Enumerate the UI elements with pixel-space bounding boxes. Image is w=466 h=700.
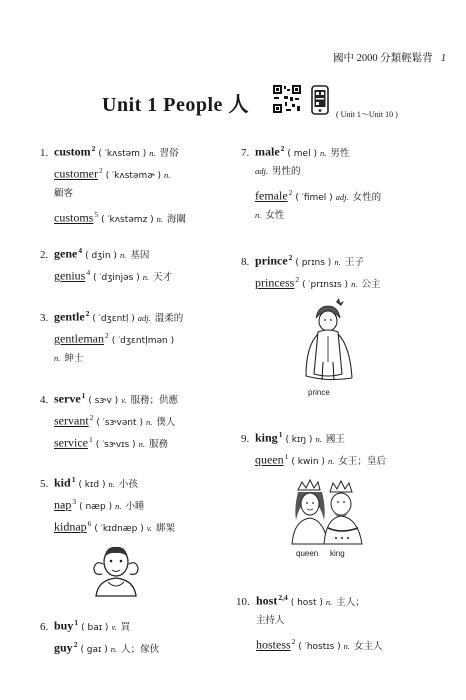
level-badge: 2 bbox=[91, 144, 96, 153]
entry-line bbox=[40, 240, 250, 262]
translation: 女性的 bbox=[352, 191, 382, 203]
derived-word: customer bbox=[54, 166, 98, 181]
phonetic: ( ′hostɪs ) bbox=[298, 641, 341, 652]
translation: 女性 bbox=[265, 210, 285, 221]
phonetic: ( kwin ) bbox=[291, 456, 325, 467]
derived-word: princess bbox=[255, 275, 295, 290]
headword: custom bbox=[54, 144, 91, 159]
headword: gene bbox=[54, 246, 78, 261]
level-badge: 5 bbox=[94, 210, 99, 219]
part-of-speech: n. bbox=[145, 416, 153, 427]
translation: 習俗 bbox=[159, 147, 179, 159]
phonetic: ( prɪns ) bbox=[295, 257, 332, 268]
part-of-speech: n. bbox=[115, 500, 122, 511]
unit-range: ( Unit 1～Unit 10 ) bbox=[336, 110, 398, 119]
entry-number: 3. bbox=[40, 311, 49, 324]
entry-line bbox=[40, 612, 250, 634]
queen-king-illustration bbox=[284, 478, 368, 546]
phonetic: ( ′sɝvɪs ) bbox=[95, 439, 136, 450]
entry-6 bbox=[40, 612, 250, 656]
level-badge: 2,4 bbox=[278, 593, 288, 602]
phonetic: ( dʒin ) bbox=[85, 250, 117, 261]
headword: host bbox=[256, 593, 278, 608]
entry-line bbox=[40, 138, 250, 160]
level-badge: 1 bbox=[88, 435, 93, 444]
derived-word: nap bbox=[54, 497, 72, 512]
kid-illustration bbox=[86, 540, 146, 598]
translation: 人；傢伙 bbox=[121, 643, 160, 655]
headword: gentle bbox=[54, 309, 85, 324]
part-of-speech: n. bbox=[334, 256, 341, 267]
level-badge: 4 bbox=[78, 246, 83, 255]
page-number: 1 bbox=[440, 53, 446, 64]
entry-number: 2. bbox=[40, 248, 49, 261]
part-of-speech: n. bbox=[108, 478, 115, 489]
translation: 僕人 bbox=[156, 416, 176, 428]
translation: 顧客 bbox=[54, 188, 74, 199]
headword: serve bbox=[54, 391, 81, 406]
prince-caption: prince bbox=[308, 388, 330, 397]
headword: male bbox=[255, 144, 280, 159]
entry-5 bbox=[40, 469, 250, 535]
entry-line bbox=[40, 303, 250, 325]
part-of-speech: v. bbox=[121, 394, 127, 405]
phonetic: ( ′dʒɛntḷ ) bbox=[92, 313, 135, 324]
phonetic: ( ′prɪnsɪs ) bbox=[302, 279, 349, 290]
phonetic: ( kɪŋ ) bbox=[285, 434, 313, 445]
level-badge: 2 bbox=[291, 637, 296, 646]
phonetic: ( baɪ ) bbox=[81, 622, 109, 633]
part-of-speech: adj. bbox=[137, 312, 151, 323]
part-of-speech: v. bbox=[146, 522, 153, 533]
derived-word: customs bbox=[54, 210, 94, 225]
translation: 海關 bbox=[167, 213, 187, 225]
level-badge: 2 bbox=[288, 253, 293, 262]
derived-word: kidnap bbox=[54, 519, 87, 534]
queen-caption: queen bbox=[296, 549, 319, 558]
part-of-speech: v. bbox=[111, 621, 117, 632]
part-of-speech: n. bbox=[319, 147, 327, 158]
translation: 基因 bbox=[130, 249, 150, 261]
entry-line bbox=[241, 424, 451, 446]
translation: 小睡 bbox=[125, 500, 145, 512]
entry-number: 10. bbox=[236, 595, 250, 608]
running-header bbox=[333, 50, 446, 65]
translation: 公主 bbox=[361, 278, 381, 290]
phonetic: ( sɝv ) bbox=[88, 395, 119, 406]
level-badge: 2 bbox=[280, 144, 285, 153]
phonetic: ( ′sɝvənt ) bbox=[96, 417, 143, 428]
derived-word: queen bbox=[255, 452, 284, 467]
translation: 買 bbox=[120, 621, 131, 633]
entry-line bbox=[40, 491, 250, 513]
part-of-speech: n. bbox=[156, 213, 164, 224]
phonetic: ( ′dʒinjəs ) bbox=[93, 272, 140, 283]
entry-line bbox=[40, 407, 250, 429]
phonetic: ( kɪd ) bbox=[78, 479, 106, 490]
phonetic: ( mel ) bbox=[287, 148, 317, 159]
entry-line bbox=[40, 429, 250, 451]
prince-illustration bbox=[292, 296, 364, 384]
translation: 王子 bbox=[344, 256, 364, 268]
entry-line bbox=[236, 631, 446, 653]
part-of-speech: n. bbox=[315, 433, 322, 444]
translation: 男性的 bbox=[272, 166, 301, 177]
phonetic: ( ′kɪdnæp ) bbox=[94, 523, 144, 534]
entry-3 bbox=[40, 303, 250, 369]
level-badge: 2 bbox=[104, 331, 109, 340]
derived-word: service bbox=[54, 435, 88, 450]
level-badge: 1 bbox=[278, 430, 283, 439]
level-badge: 1 bbox=[284, 452, 289, 461]
phonetic: ( ′kʌstəmɚ ) bbox=[105, 170, 161, 181]
entry-line bbox=[241, 204, 451, 226]
level-badge: 3 bbox=[72, 497, 77, 506]
entry-number: 6. bbox=[40, 620, 49, 633]
derived-word: servant bbox=[54, 413, 89, 428]
phonetic: ( ′dʒɛntḷmən ) bbox=[111, 335, 175, 346]
entry-line bbox=[40, 385, 250, 407]
derived-word: female bbox=[255, 188, 288, 203]
entry-4 bbox=[40, 385, 250, 451]
translation: 服務 bbox=[148, 438, 168, 450]
level-badge: 1 bbox=[71, 475, 76, 484]
translation: 小孩 bbox=[118, 478, 138, 490]
headword: kid bbox=[54, 475, 71, 490]
part-of-speech: n. bbox=[119, 249, 127, 260]
part-of-speech: n. bbox=[54, 353, 61, 363]
translation: 女主人 bbox=[354, 640, 383, 652]
headword: prince bbox=[255, 253, 288, 268]
derived-word: hostess bbox=[256, 637, 291, 652]
book-title: 國中 2000 分類輕鬆背 bbox=[333, 53, 433, 64]
level-badge: 6 bbox=[87, 519, 92, 528]
level-badge: 4 bbox=[86, 268, 91, 277]
entry-number: 5. bbox=[40, 477, 49, 490]
part-of-speech: adj. bbox=[335, 191, 349, 202]
entry-7 bbox=[241, 138, 451, 226]
phonetic: ( host ) bbox=[290, 597, 323, 608]
entry-8 bbox=[241, 247, 451, 291]
derived-word: gentleman bbox=[54, 331, 104, 346]
translation: 天才 bbox=[153, 271, 173, 283]
entry-2 bbox=[40, 240, 250, 284]
entry-number: 8. bbox=[241, 255, 250, 268]
phonetic: ( ′kʌstəm ) bbox=[98, 148, 147, 159]
entry-10 bbox=[236, 587, 446, 653]
entry-line bbox=[40, 160, 250, 182]
entry-line bbox=[241, 160, 451, 182]
level-badge: 2 bbox=[295, 275, 300, 284]
entry-line bbox=[236, 609, 446, 631]
translation: 紳士 bbox=[64, 353, 84, 364]
unit-title bbox=[102, 88, 249, 117]
translation: 溫柔的 bbox=[154, 312, 184, 324]
part-of-speech: n. bbox=[142, 271, 150, 282]
level-badge: 2 bbox=[73, 640, 78, 649]
level-badge: 1 bbox=[74, 618, 79, 627]
entry-line bbox=[40, 182, 250, 204]
phone-scan-icon bbox=[310, 85, 330, 115]
entry-line bbox=[40, 204, 250, 226]
entry-number: 4. bbox=[40, 393, 49, 406]
part-of-speech: n. bbox=[351, 278, 358, 289]
king-caption: king bbox=[330, 549, 345, 558]
entry-line bbox=[241, 269, 451, 291]
entry-number: 7. bbox=[241, 146, 250, 159]
part-of-speech: n. bbox=[255, 210, 262, 220]
part-of-speech: n. bbox=[325, 596, 333, 607]
entry-number: 9. bbox=[241, 432, 250, 445]
part-of-speech: n. bbox=[138, 438, 145, 449]
translation: 主人； bbox=[336, 596, 365, 608]
level-badge: 2 bbox=[89, 413, 94, 422]
qr-code-icon bbox=[272, 84, 302, 114]
entry-line bbox=[241, 182, 451, 204]
entry-number: 1. bbox=[40, 146, 49, 159]
translation: 國王 bbox=[325, 433, 345, 445]
entry-line bbox=[40, 634, 250, 656]
entry-line bbox=[40, 513, 250, 535]
part-of-speech: adj. bbox=[255, 166, 268, 176]
part-of-speech: n. bbox=[110, 643, 118, 654]
entry-line bbox=[241, 446, 451, 468]
entry-line bbox=[40, 262, 250, 284]
entry-1 bbox=[40, 138, 250, 226]
entry-line bbox=[40, 469, 250, 491]
entry-line bbox=[236, 587, 446, 609]
entry-line bbox=[40, 347, 250, 369]
unit-title-zh: 人 bbox=[228, 92, 249, 116]
entry-9 bbox=[241, 424, 451, 468]
level-badge: 2 bbox=[85, 309, 90, 318]
translation: 服務；供應 bbox=[130, 394, 178, 406]
phonetic: ( næp ) bbox=[79, 501, 113, 512]
phonetic: ( ′kʌstəmz ) bbox=[101, 214, 154, 225]
unit-title-text: Unit 1 People bbox=[102, 94, 223, 116]
derived-word: genius bbox=[54, 268, 86, 283]
phonetic: ( ′fimel ) bbox=[295, 192, 333, 203]
entry-line bbox=[40, 325, 250, 347]
level-badge: 2 bbox=[288, 188, 293, 197]
phonetic: ( gaɪ ) bbox=[80, 644, 108, 655]
part-of-speech: n. bbox=[163, 169, 171, 180]
entry-line bbox=[241, 138, 451, 160]
level-badge: 1 bbox=[81, 391, 86, 400]
translation: 主持人 bbox=[256, 615, 285, 626]
headword: king bbox=[255, 430, 278, 445]
part-of-speech: n. bbox=[149, 147, 156, 158]
part-of-speech: n. bbox=[327, 455, 335, 466]
translation: 男性 bbox=[330, 147, 350, 159]
headword: guy bbox=[54, 640, 73, 655]
translation: 女王；皇后 bbox=[338, 455, 386, 467]
level-badge: 2 bbox=[99, 166, 103, 175]
translation: 綁架 bbox=[156, 522, 176, 534]
part-of-speech: n. bbox=[343, 640, 351, 651]
headword: buy bbox=[54, 618, 74, 633]
entry-line bbox=[241, 247, 451, 269]
